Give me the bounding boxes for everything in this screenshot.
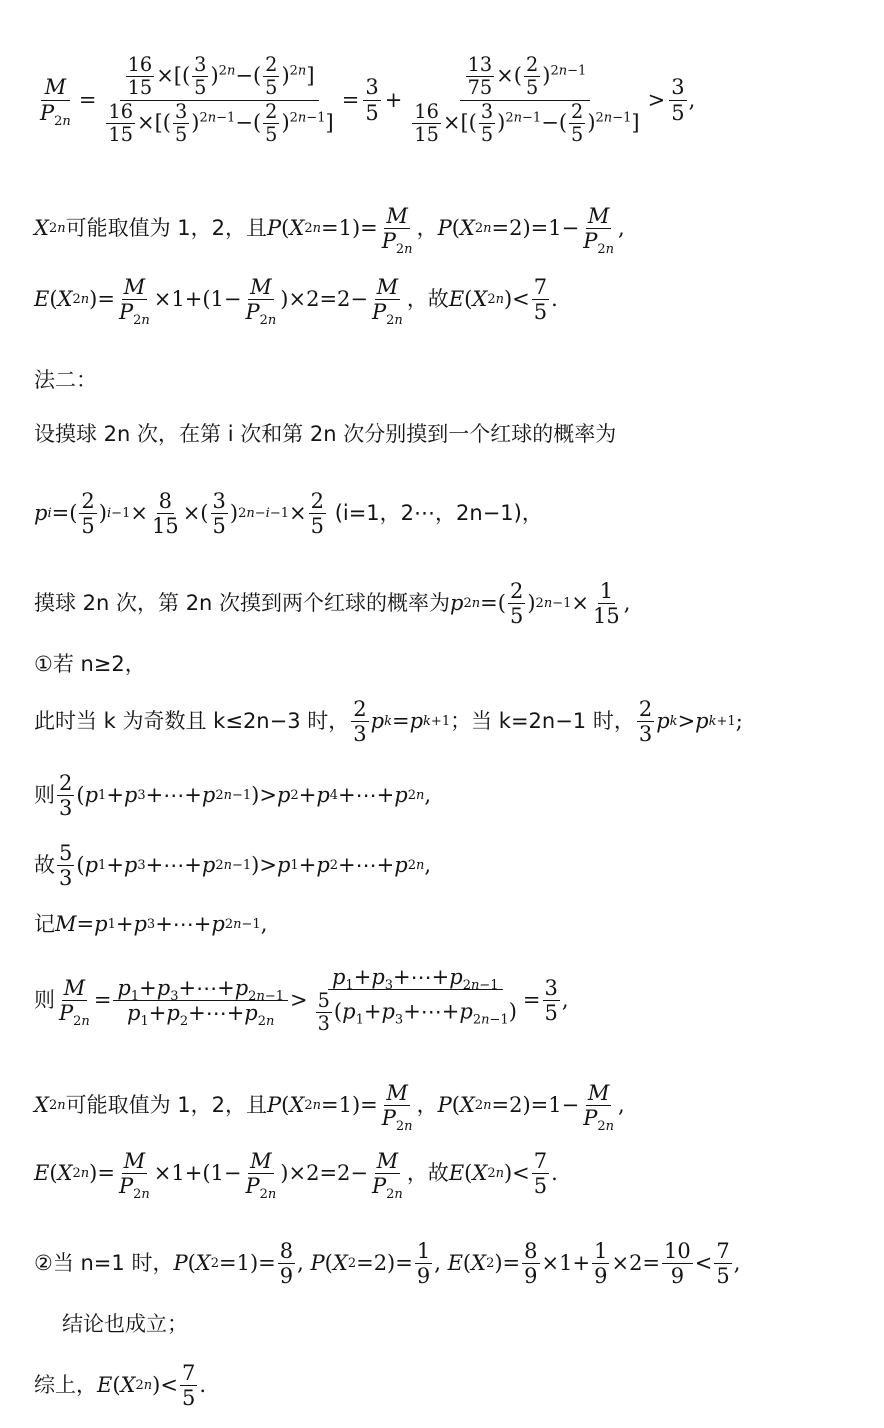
- so-text-2: ，故: [406, 1161, 449, 1186]
- expectation-line-2: E ( X 2n )= $\frac{M}{P_{2n}}$ ×1+(1− $\frac{M}{P_{2n}}$ )×2=2− $\frac{M}{P_{2n}}$ ，故 E ( X 2n )< $\frac{7}{5}$ .: [34, 1149, 558, 1203]
- fraction-main-2: $\frac{13}{75}$ ×( $\frac{2}{5}$ )$^{2n-1}$ $\frac{16}{15}$ ×[( $\frac{3}{5}$ )$^{2n-1}$−( $\frac{2}{5}$ )$^{2n-1}$]: [414, 53, 640, 146]
- summary-line: 综上， E ( X 2n )< $\frac{7}{5}$ .: [34, 1361, 207, 1411]
- conclusion-holds: 结论也成立；: [62, 1312, 188, 1336]
- case-one-text: ①若 n≥2，: [34, 652, 146, 676]
- expectation-line-1: E ( X 2n )= $\frac{M}{P_{2n}}$ ×1+(1− $\frac{M}{P_{2n}}$ )×2=2− $\frac{M}{P_{2n}}$ ，故 E ( X 2n )< $\frac{7}{5}$ .: [34, 275, 558, 329]
- comma: ，: [416, 216, 438, 241]
- case-two-text: ②当 n=1 时，: [34, 1251, 174, 1276]
- so-text: ，故: [406, 287, 449, 312]
- comma-2: ，: [416, 1093, 438, 1118]
- setup-text: 设摸球 2n 次，在第 i 次和第 2n 次分别摸到一个红球的概率为: [34, 422, 617, 446]
- x2n-values-line-2: X 2n 可能取值为 1，2，且 P ( X 2n =1)= $\frac{M}{P_{2n}}$ ， P ( X 2n =2)=1− $\frac{M}{P_{2n}}$ ,: [34, 1081, 625, 1135]
- then-word: 则: [34, 783, 55, 808]
- fraction-main-1: $\frac{16}{15}$ ×[( $\frac{3}{5}$ )$^{2n}$−( $\frac{2}{5}$ )$^{2n}$] $\frac{16}{15}$ ×[( $\frac{3}{5}$ )$^{2n-1}$−( $\frac{2}{5}$ )$^{2n-1}$]: [108, 53, 334, 146]
- case-two-line: ②当 n=1 时， P ( X 2 =1)= $\frac{8}{9}$ , P ( X 2 =2)= $\frac{1}{9}$ , E ( X 2 )= $\frac{8}{9}$ ×1+ $\frac{1}{9}$ ×2= $\frac{10}{9}$ < $\frac{7}{5}$ ,: [34, 1239, 741, 1289]
- x2n-values-text: 可能取值为 1，2，且: [65, 216, 268, 241]
- method-two-heading: 法二：: [34, 368, 97, 392]
- case-one-condition: 此时当 k 为奇数且 k≤2n−3 时， $\frac{2}{3}$ p k = p k+1 ；当 k=2n−1 时， $\frac{2}{3}$ p k > p k+1 ;: [34, 697, 743, 747]
- then-word-2: 则: [34, 987, 55, 1012]
- setup-range: (i=1，2⋯，2n−1)，: [334, 501, 543, 526]
- formula-p2n: 摸球 2n 次，第 2n 次摸到两个红球的概率为 p 2n =( $\frac{2}{5}$ ) 2n−1 × $\frac{1}{15}$ ,: [34, 579, 631, 629]
- inequality-line-2: 故 $\frac{5}{3}$ ( p 1 + p 3 +⋯+ p 2n−1 )> p 1 + p 2 +⋯+ p 2n ,: [34, 841, 432, 891]
- x2n-values-line-1: X 2n 可能取值为 1，2，且 P ( X 2n =1)= $\frac{M}{P_{2n}}$ ， P ( X 2n =2)=1− $\frac{M}{P_{2n}}$ ,: [34, 204, 625, 258]
- summary-text: 综上，: [34, 1373, 97, 1398]
- fraction-m-over-p2n: $\frac{M}{P_{2n}}$: [40, 75, 71, 129]
- case-one-cond-a: 此时当 k 为奇数且 k≤2n−3 时，: [34, 709, 350, 734]
- formula-pi: p i =( $\frac{2}{5}$ ) i−1 × $\frac{8}{15}$ ×( $\frac{3}{5}$ ) 2n−i−1 × $\frac{2}{5}$ (i=1，2⋯，2n−1)，: [34, 489, 543, 539]
- so-word: 故: [34, 853, 55, 878]
- record-word: 记: [34, 912, 55, 936]
- two-red-text: 摸球 2n 次，第 2n 次摸到两个红球的概率为: [34, 591, 451, 616]
- record-m-line: 记 M = p 1 + p 3 +⋯+ p 2n−1 ,: [34, 912, 268, 936]
- x2n-values-text-2: 可能取值为 1，2，且: [65, 1093, 268, 1118]
- case-one-cond-b: ；当 k=2n−1 时，: [450, 709, 635, 734]
- inequality-line-1: 则 $\frac{2}{3}$ ( p 1 + p 3 +⋯+ p 2n−1 )> p 2 + p 4 +⋯+ p 2n ,: [34, 771, 432, 821]
- formula-ratio-expanded: $\frac{M}{P_{2n}}$ = $\frac{16}{15}$ ×[( $\frac{3}{5}$ )$^{2n}$−( $\frac{2}{5}$ )$^{2n}$] $\frac{16}{15}$ ×[( $\frac{3}{5}$ )$^{2n-1}$−( $\frac{2}{5}$ )$^{2n-1}$] = $\frac{3}{5}$ + $\frac{13}{75}$ ×( $\frac{2}{5}$ )$^{2n-1}$ $\frac{16}{15}$ ×[( $\frac{3}{5}$ )$^{2n-1}$−( $\frac{2}{5}$ )$^{2n-1}$] > $\frac{3}{5}$ ,: [34, 55, 695, 145]
- ratio-comparison: 则 $\frac{M}{P_{2n}}$ = $\frac{p_1+p_3+\cdots+p_{2n-1}}{p_1+p_2+\cdots+p_{2n}}$ > $p_1+p_3+\cdots+p_{2n-1}$ $\frac{5}{3}$ $(p_1+p_3+\cdots+p_{2n-1})$ = $\frac{3}{5}$ ,: [34, 965, 569, 1036]
